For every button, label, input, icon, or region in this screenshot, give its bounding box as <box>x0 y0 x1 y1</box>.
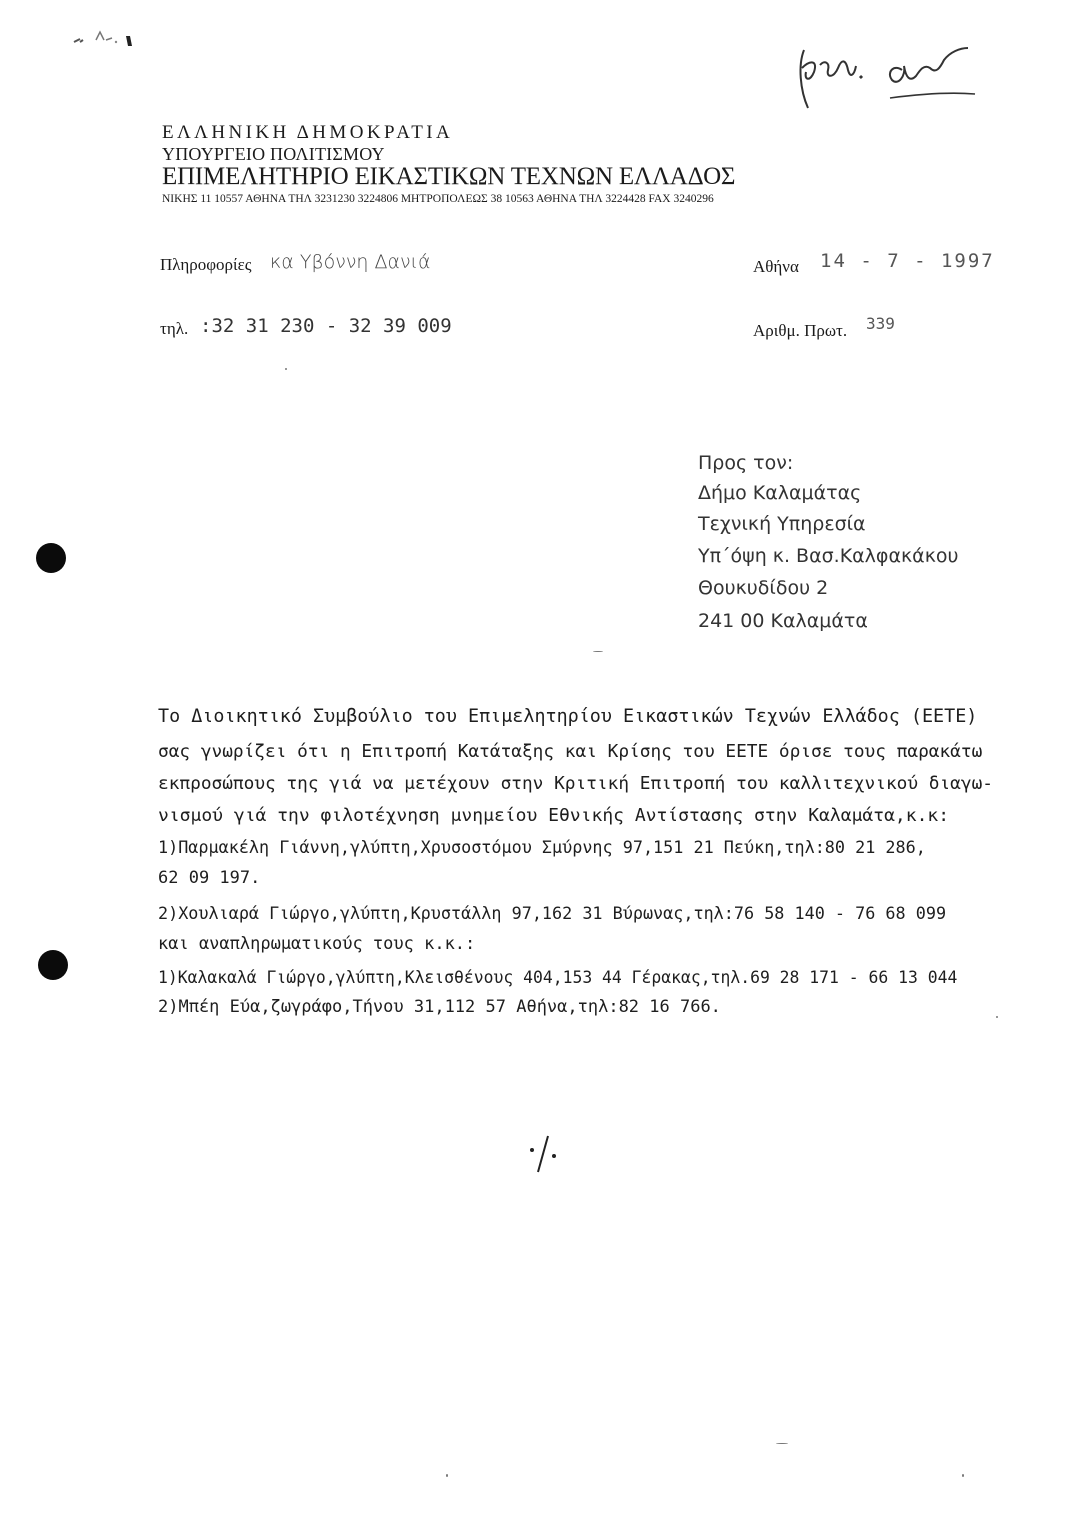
protocol-number: 339 <box>866 314 895 333</box>
recipient-line: Θουκυδίδου 2 <box>698 577 829 599</box>
tel-label: τηλ. <box>160 319 189 338</box>
protocol-label: Αριθμ. Πρωτ. <box>753 321 848 340</box>
info-contact: κα Υβόννη Δανιά <box>270 251 431 273</box>
body-line: σας γνωρίζει ότι η Επιτροπή Κατάταξης και Κρίσης του ΕΕΤΕ όρισε τους παρακάτω <box>158 741 983 762</box>
recipient-line: Δήμο Καλαμάτας <box>698 482 862 504</box>
body-line: Το Διοικητικό Συμβούλιο του Επιμελητηρίου Εικαστικών Τεχνών Ελλάδος (ΕΕΤΕ) <box>158 706 978 727</box>
tel-value: :32 31 230 - 32 39 009 <box>200 315 452 337</box>
body-line: 62 09 197. <box>158 868 261 888</box>
speck <box>776 1443 788 1444</box>
punch-hole <box>38 950 68 980</box>
recipient-line: Τεχνική Υπηρεσία <box>698 513 866 535</box>
body-line: 1)Παρμακέλη Γιάννη,γλύπτη,Χρυσοστόμου Σμύρνης 97,151 21 Πεύκη,τηλ:80 21 286, <box>158 837 926 857</box>
punch-hole <box>36 543 66 573</box>
letterhead-ministry: ΥΠΟΥΡΓΕΙΟ ΠΟΛΙΤΙΣΜΟΥ <box>162 144 385 164</box>
speck <box>593 651 603 652</box>
info-label: Πληροφορίες <box>160 255 252 274</box>
speck <box>285 368 287 370</box>
date-value: 14 - 7 - 1997 <box>820 250 995 272</box>
letterhead-organization: ΕΠΙΜΕΛΗΤΗΡΙΟ ΕΙΚΑΣΤΙΚΩΝ ΤΕΧΝΩΝ ΕΛΛΑΔΟΣ <box>162 163 736 190</box>
body-line: νισμού γιά την φιλοτέχνηση μνημείου Εθνικής Αντίστασης στην Καλαμάτα,κ.κ: <box>158 805 950 826</box>
letterhead-country: ΕΛΛΗΝΙΚΗ ΔΗΜΟΚΡΑΤΙΑ <box>162 122 454 143</box>
place-label: Αθήνα <box>753 257 799 276</box>
speck <box>446 1474 448 1477</box>
recipient-line: 241 00 Καλαμάτα <box>698 610 868 632</box>
corner-stamp-marks <box>66 22 156 58</box>
recipient-line: Υπ΄όψη κ. Βασ.Καλφακάκου <box>698 545 959 567</box>
body-line: 1)Καλακαλά Γιώργο,γλύπτη,Κλεισθένους 404,153 44 Γέρακας,τηλ.69 28 171 - 66 13 044 <box>158 968 958 987</box>
speck <box>962 1474 964 1477</box>
speck <box>996 1016 998 1018</box>
recipient-line: Προς τον: <box>698 452 794 474</box>
continuation-mark <box>524 1128 564 1178</box>
handwritten-note <box>790 20 980 115</box>
body-line: 2)Χουλιαρά Γιώργο,γλύπτη,Κρυστάλλη 97,162 31 Βύρωνας,τηλ:76 58 140 - 76 68 099 <box>158 903 947 923</box>
body-line: και αναπληρωματικούς τους κ.κ.: <box>158 934 476 954</box>
body-line: 2)Μπέη Εύα,ζωγράφο,Τήνου 31,112 57 Αθήνα,τηλ:82 16 766. <box>158 997 721 1017</box>
letterhead-address: ΝΙΚΗΣ 11 10557 ΑΘΗΝΑ ΤΗΛ 3231230 3224806 ΜΗΤΡΟΠΟΛΕΩΣ 38 10563 ΑΘΗΝΑ ΤΗΛ 3224428 FAX 3240296 <box>162 193 714 205</box>
body-line: εκπροσώπους της γιά να μετέχουν στην Κριτική Επιτροπή του καλλιτεχνικού διαγω- <box>158 773 994 794</box>
